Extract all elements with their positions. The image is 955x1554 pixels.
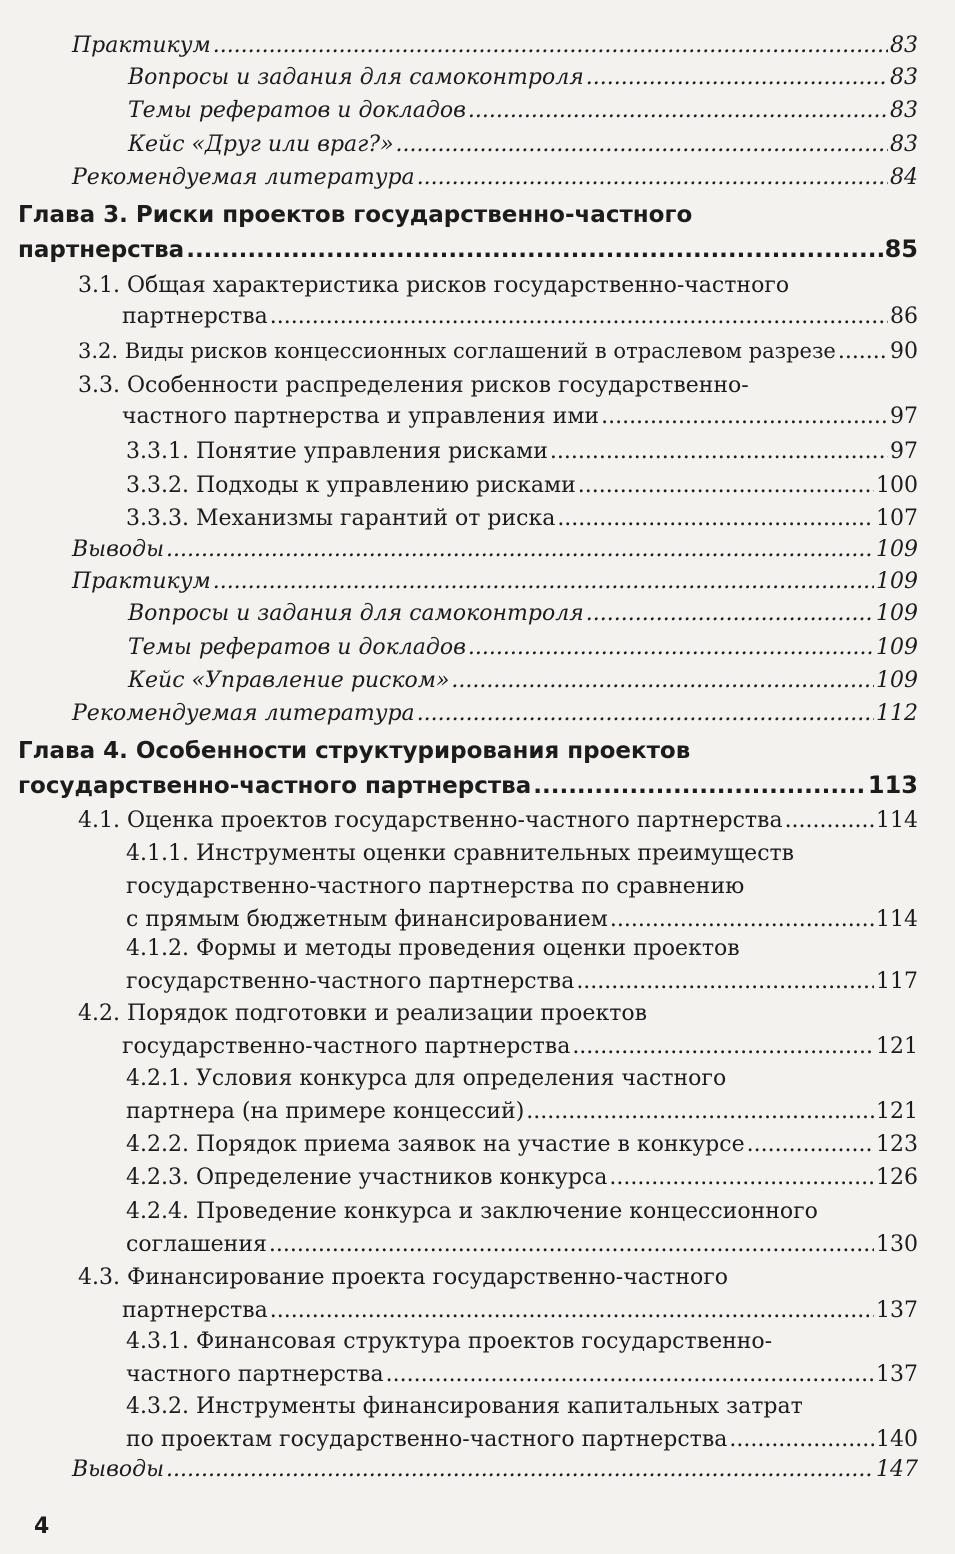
toc-entry-page: 84 [890, 165, 918, 190]
toc-entry-title-line1: Глава 3. Риски проектов государственно-частного [18, 202, 693, 228]
toc-entry-page: 137 [876, 1298, 918, 1323]
toc-entry-page: 126 [876, 1165, 918, 1190]
toc-entry-title-line1: 4.2. Порядок подготовки и реализации проектов [78, 1001, 647, 1026]
toc-entry-page: 114 [876, 907, 918, 932]
toc-entry [126, 1326, 918, 1390]
leader-dots [557, 503, 874, 534]
toc-entry-page: 100 [876, 473, 918, 498]
toc-entry-title-line2: частного партнерства и управления ими [122, 404, 600, 429]
toc-entry [78, 805, 918, 836]
toc-entry-title: Выводы [72, 1457, 164, 1482]
toc-entry-title-line2: государственно-частного партнерства [18, 773, 532, 799]
toc-entry-page: 109 [876, 635, 918, 660]
leader-dots [451, 665, 874, 696]
leader-dots [269, 1229, 874, 1260]
toc-entry [72, 30, 918, 61]
leader-dots [586, 598, 874, 629]
leader-dots [533, 771, 866, 802]
toc-entry [78, 998, 918, 1062]
toc-entry-title-line1: 4.3.1. Финансовая структура проектов государственно- [126, 1329, 773, 1354]
leader-dots [270, 301, 888, 332]
toc-entry-page: 113 [867, 771, 918, 799]
toc-entry-page: 140 [876, 1427, 918, 1452]
toc-entry [78, 1262, 918, 1326]
toc-entry-title-line2: соглашения [126, 1232, 267, 1257]
toc-entry-page: 83 [890, 132, 918, 157]
toc-entry-page: 86 [890, 304, 918, 329]
toc-entry [72, 1454, 918, 1485]
toc-entry-title: Кейс «Управление риском» [128, 668, 450, 693]
toc-entry-title: Вопросы и задания для самоконтроля [128, 601, 584, 626]
leader-dots [468, 632, 874, 663]
toc-entry-page: 83 [890, 98, 918, 123]
page-number: 4 [34, 1514, 50, 1539]
toc-entry-page: 112 [876, 701, 918, 726]
toc-entry-page: 123 [876, 1132, 918, 1157]
leader-dots [838, 336, 888, 367]
toc-entry-title-line3: с прямым бюджетным финансированием [126, 907, 608, 932]
leader-dots [578, 470, 874, 501]
toc-entry-page: 109 [876, 601, 918, 626]
toc-entry-title-line1: 4.3. Финансирование проекта государственно-частного [78, 1265, 729, 1290]
toc-entry-title: 4.2.3. Определение участников конкурса [126, 1165, 608, 1190]
toc-entry [72, 698, 918, 729]
toc-entry [126, 470, 918, 501]
toc-entry-page: 83 [890, 33, 918, 58]
toc-entry [128, 129, 918, 160]
leader-dots [609, 1162, 874, 1193]
toc-entry-page: 97 [890, 439, 918, 464]
toc-entry-title: Вопросы и задания для самоконтроля [128, 65, 584, 90]
leader-dots [526, 1096, 874, 1127]
toc-entry [126, 933, 918, 997]
leader-dots [166, 534, 874, 565]
toc-entry [78, 336, 918, 367]
toc-entry [128, 95, 918, 126]
toc-entry-page: 109 [876, 668, 918, 693]
toc-entry-title-line1: 4.2.1. Условия конкурса для определения частного [126, 1066, 727, 1091]
leader-dots [468, 95, 888, 126]
toc-entry [72, 566, 918, 597]
toc-entry [126, 838, 918, 935]
toc-entry [128, 62, 918, 93]
leader-dots [586, 62, 888, 93]
toc-entry-page: 147 [876, 1457, 918, 1482]
toc-entry-title-line1: 4.3.2. Инструменты финансирования капитальных затрат [126, 1394, 803, 1419]
toc-entry-title: Рекомендуемая литература [72, 701, 415, 726]
toc-entry-page: 109 [876, 569, 918, 594]
leader-dots [610, 904, 874, 935]
leader-dots [417, 162, 888, 193]
toc-entry-page: 97 [890, 404, 918, 429]
toc-entry-page: 83 [890, 65, 918, 90]
toc-entry [126, 1196, 918, 1260]
toc-entry-page: 90 [890, 339, 918, 364]
toc-entry-page: 109 [876, 537, 918, 562]
toc-entry [126, 1063, 918, 1127]
toc-entry-title-line1: 4.1.1. Инструменты оценки сравнительных преимуществ [126, 841, 795, 866]
toc-entry [72, 162, 918, 193]
toc-entry-title: Рекомендуемая литература [72, 165, 415, 190]
toc-entry-page: 117 [876, 969, 918, 994]
toc-entry-title-line2: партнерства [122, 1298, 268, 1323]
toc-entry-title: Практикум [72, 33, 211, 58]
leader-dots [601, 401, 888, 432]
toc-entry-title-line2: государственно-частного партнерства по сравнению [126, 874, 745, 899]
toc-entry-title-line1: 3.1. Общая характеристика рисков государственно-частного [78, 273, 790, 298]
toc-entry-title-line2: партнерства [122, 304, 268, 329]
toc-entry [128, 665, 918, 696]
leader-dots [213, 566, 874, 597]
leader-dots [186, 235, 882, 266]
toc-entry-title: 4.1. Оценка проектов государственно-частного партнерства [78, 808, 783, 833]
toc-entry-title-line1: Глава 4. Особенности структурирования проектов [18, 738, 691, 764]
leader-dots [166, 1454, 874, 1485]
leader-dots [213, 30, 888, 61]
toc-entry-title-line1: 3.3. Особенности распределения рисков государственно- [78, 373, 749, 398]
toc-entry-page: 114 [876, 808, 918, 833]
leader-dots [270, 1295, 874, 1326]
leader-dots [396, 129, 888, 160]
leader-dots [417, 698, 874, 729]
leader-dots [785, 805, 874, 836]
toc-entry-title: 3.2. Виды рисков концессионных соглашений в отраслевом разрезе [78, 339, 836, 363]
leader-dots [747, 1129, 874, 1160]
toc-entry [78, 370, 918, 432]
toc-entry-title-line2: партнера (на примере концессий) [126, 1099, 525, 1124]
toc-entry-title-line2: партнерства [18, 237, 185, 263]
toc-entry [78, 270, 918, 332]
toc-entry-title: Кейс «Друг или враг?» [128, 132, 394, 157]
leader-dots [386, 1359, 874, 1390]
toc-entry-title-line2: частного партнерства [126, 1362, 384, 1387]
chapter-heading [18, 736, 918, 802]
toc-entry-title-line1: 4.2.4. Проведение конкурса и заключение концессионного [126, 1199, 818, 1224]
toc-entry [128, 632, 918, 663]
toc-entry-title: Темы рефератов и докладов [128, 98, 466, 123]
toc-entry [126, 1391, 918, 1455]
leader-dots [729, 1424, 874, 1455]
toc-entry-title: Выводы [72, 537, 164, 562]
toc-entry [126, 436, 918, 467]
toc-entry-page: 121 [876, 1099, 918, 1124]
toc-entry-page: 107 [876, 506, 918, 531]
toc-entry-title: Практикум [72, 569, 211, 594]
toc-entry-title: 3.3.2. Подходы к управлению рисками [126, 473, 576, 498]
toc-entry-title-line2: по проектам государственно-частного партнерства [126, 1427, 728, 1452]
toc-entry-page: 121 [876, 1034, 918, 1059]
toc-entry [126, 1129, 918, 1160]
toc-entry-page: 137 [876, 1362, 918, 1387]
toc-entry-title-line2: государственно-частного партнерства [126, 969, 575, 994]
toc-entry-title: Темы рефератов и докладов [128, 635, 466, 660]
toc-entry-title: 3.3.1. Понятие управления рисками [126, 439, 548, 464]
toc-entry [126, 1162, 918, 1193]
toc-entry-title: 4.2.2. Порядок приема заявок на участие в конкурсе [126, 1132, 745, 1157]
toc-entry [72, 534, 918, 565]
leader-dots [550, 436, 888, 467]
toc-entry-page: 85 [884, 235, 918, 263]
toc-entry [126, 503, 918, 534]
toc-entry [128, 598, 918, 629]
toc-entry-title-line2: государственно-частного партнерства [122, 1034, 571, 1059]
toc-entry-title: 3.3.3. Механизмы гарантий от риска [126, 506, 556, 531]
chapter-heading [18, 200, 918, 266]
toc-entry-page: 130 [876, 1232, 918, 1257]
leader-dots [572, 1031, 874, 1062]
leader-dots [576, 966, 874, 997]
toc-entry-title-line1: 4.1.2. Формы и методы проведения оценки проектов [126, 936, 740, 961]
